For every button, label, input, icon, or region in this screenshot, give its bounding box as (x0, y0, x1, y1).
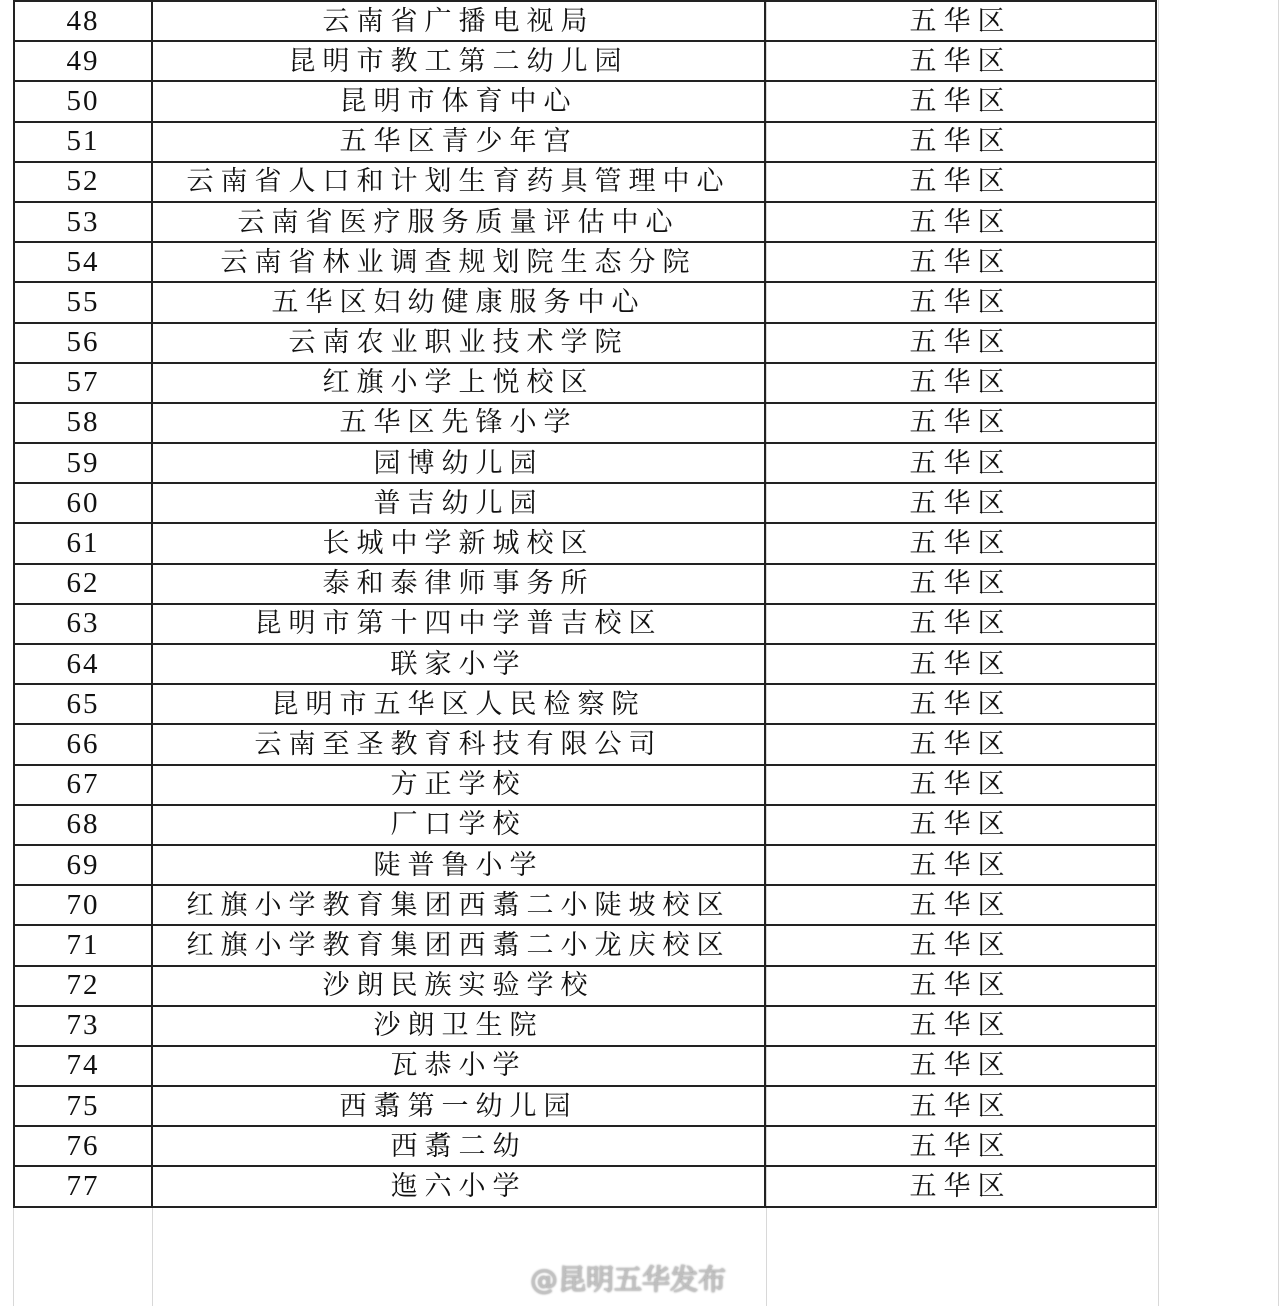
district-cell: 五华区 (765, 1, 1156, 41)
row-number-cell: 62 (14, 564, 152, 604)
table-row (14, 122, 1156, 162)
district-cell: 五华区 (765, 1166, 1156, 1206)
district-cell: 五华区 (765, 242, 1156, 282)
table-row (14, 845, 1156, 885)
table-row (14, 724, 1156, 764)
district-cell: 五华区 (765, 122, 1156, 162)
district-cell: 五华区 (765, 81, 1156, 121)
district-cell: 五华区 (765, 41, 1156, 81)
row-number-cell: 64 (14, 644, 152, 684)
unit-name-cell: 陡普鲁小学 (152, 845, 765, 885)
row-number-cell: 73 (14, 1006, 152, 1046)
row-number-cell: 54 (14, 242, 152, 282)
sheet-gridline (1158, 0, 1159, 1306)
row-number-cell: 65 (14, 684, 152, 724)
row-number-cell: 52 (14, 162, 152, 202)
unit-name-cell: 方正学校 (152, 765, 765, 805)
table-row (14, 885, 1156, 925)
district-cell: 五华区 (765, 845, 1156, 885)
unit-name-cell: 五华区妇幼健康服务中心 (152, 282, 765, 322)
row-number-cell: 53 (14, 202, 152, 242)
row-number-cell: 77 (14, 1166, 152, 1206)
unit-name-cell: 云南省林业调查规划院生态分院 (152, 242, 765, 282)
row-number-cell: 55 (14, 282, 152, 322)
row-number-cell: 57 (14, 363, 152, 403)
table-row (14, 443, 1156, 483)
row-number-cell: 66 (14, 724, 152, 764)
unit-name-cell: 云南农业职业技术学院 (152, 323, 765, 363)
unit-name-cell: 云南省人口和计划生育药具管理中心 (152, 162, 765, 202)
district-cell: 五华区 (765, 684, 1156, 724)
district-cell: 五华区 (765, 1006, 1156, 1046)
district-cell: 五华区 (765, 523, 1156, 563)
unit-name-cell: 昆明市教工第二幼儿园 (152, 41, 765, 81)
table-row (14, 323, 1156, 363)
unit-name-cell: 长城中学新城校区 (152, 523, 765, 563)
row-number-cell: 49 (14, 41, 152, 81)
row-number-cell: 58 (14, 403, 152, 443)
table-row (14, 925, 1156, 965)
table-row (14, 684, 1156, 724)
district-cell: 五华区 (765, 564, 1156, 604)
unit-name-cell: 五华区先锋小学 (152, 403, 765, 443)
table-row (14, 483, 1156, 523)
row-number-cell: 48 (14, 1, 152, 41)
table-row (14, 162, 1156, 202)
sheet-gridline (1278, 0, 1279, 1306)
unit-name-cell: 沙朗卫生院 (152, 1006, 765, 1046)
table-row (14, 805, 1156, 845)
table-row (14, 564, 1156, 604)
row-number-cell: 74 (14, 1046, 152, 1086)
unit-name-cell: 泰和泰律师事务所 (152, 564, 765, 604)
unit-name-cell: 云南至圣教育科技有限公司 (152, 724, 765, 764)
unit-name-cell: 红旗小学教育集团西翥二小陡坡校区 (152, 885, 765, 925)
district-cell: 五华区 (765, 885, 1156, 925)
unit-name-cell: 园博幼儿园 (152, 443, 765, 483)
table-row (14, 1006, 1156, 1046)
table-row (14, 363, 1156, 403)
table-row (14, 1086, 1156, 1126)
district-cell: 五华区 (765, 363, 1156, 403)
table-row (14, 403, 1156, 443)
unit-name-cell: 厂口学校 (152, 805, 765, 845)
unit-name-cell: 沙朗民族实验学校 (152, 966, 765, 1006)
row-number-cell: 71 (14, 925, 152, 965)
unit-name-cell: 西翥第一幼儿园 (152, 1086, 765, 1126)
unit-name-cell: 云南省广播电视局 (152, 1, 765, 41)
table-row (14, 1126, 1156, 1166)
district-cell: 五华区 (765, 805, 1156, 845)
district-cell: 五华区 (765, 1046, 1156, 1086)
table-row (14, 1046, 1156, 1086)
table-row (14, 966, 1156, 1006)
unit-name-cell: 西翥二幼 (152, 1126, 765, 1166)
table-row (14, 644, 1156, 684)
district-cell: 五华区 (765, 966, 1156, 1006)
table-row (14, 1, 1156, 41)
unit-name-cell: 五华区青少年宫 (152, 122, 765, 162)
row-number-cell: 76 (14, 1126, 152, 1166)
row-number-cell: 70 (14, 885, 152, 925)
table-row (14, 765, 1156, 805)
district-cell: 五华区 (765, 323, 1156, 363)
row-number-cell: 60 (14, 483, 152, 523)
row-number-cell: 75 (14, 1086, 152, 1126)
unit-name-cell: 昆明市第十四中学普吉校区 (152, 604, 765, 644)
row-number-cell: 72 (14, 966, 152, 1006)
district-cell: 五华区 (765, 443, 1156, 483)
district-cell: 五华区 (765, 202, 1156, 242)
row-number-cell: 59 (14, 443, 152, 483)
table-row (14, 1166, 1156, 1206)
unit-name-cell: 联家小学 (152, 644, 765, 684)
row-number-cell: 67 (14, 765, 152, 805)
unit-list-table (13, 0, 1157, 1208)
district-cell: 五华区 (765, 644, 1156, 684)
district-cell: 五华区 (765, 604, 1156, 644)
row-number-cell: 63 (14, 604, 152, 644)
table-row (14, 202, 1156, 242)
unit-name-cell: 瓦恭小学 (152, 1046, 765, 1086)
table-row (14, 81, 1156, 121)
row-number-cell: 56 (14, 323, 152, 363)
district-cell: 五华区 (765, 1086, 1156, 1126)
row-number-cell: 68 (14, 805, 152, 845)
district-cell: 五华区 (765, 483, 1156, 523)
district-cell: 五华区 (765, 162, 1156, 202)
table-row (14, 242, 1156, 282)
table-row (14, 604, 1156, 644)
unit-name-cell: 云南省医疗服务质量评估中心 (152, 202, 765, 242)
weibo-watermark: @昆明五华发布 (530, 1263, 727, 1296)
district-cell: 五华区 (765, 765, 1156, 805)
unit-name-cell: 昆明市体育中心 (152, 81, 765, 121)
row-number-cell: 50 (14, 81, 152, 121)
unit-name-cell: 普吉幼儿园 (152, 483, 765, 523)
district-cell: 五华区 (765, 282, 1156, 322)
row-number-cell: 51 (14, 122, 152, 162)
unit-name-cell: 昆明市五华区人民检察院 (152, 684, 765, 724)
table-row (14, 41, 1156, 81)
district-cell: 五华区 (765, 403, 1156, 443)
row-number-cell: 61 (14, 523, 152, 563)
district-cell: 五华区 (765, 1126, 1156, 1166)
table-row (14, 282, 1156, 322)
unit-name-cell: 迤六小学 (152, 1166, 765, 1206)
district-cell: 五华区 (765, 925, 1156, 965)
table-row (14, 523, 1156, 563)
unit-name-cell: 红旗小学教育集团西翥二小龙庆校区 (152, 925, 765, 965)
row-number-cell: 69 (14, 845, 152, 885)
district-cell: 五华区 (765, 724, 1156, 764)
unit-name-cell: 红旗小学上悦校区 (152, 363, 765, 403)
